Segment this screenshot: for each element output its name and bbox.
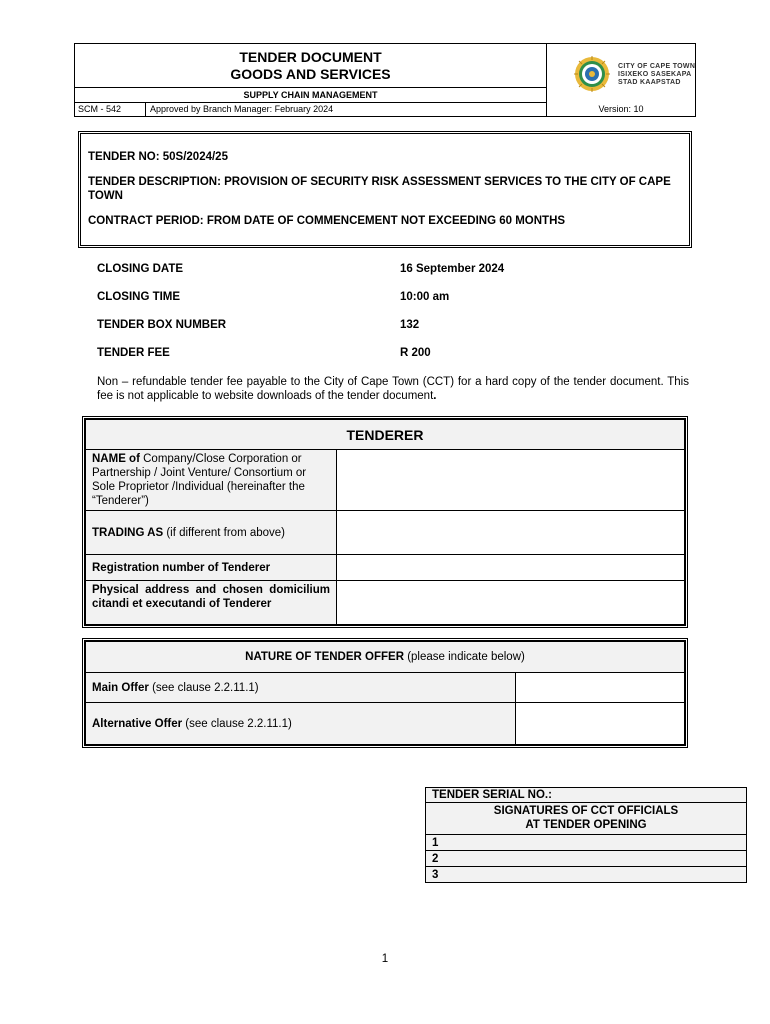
- alternative-offer-field[interactable]: [516, 703, 685, 745]
- nature-of-offer-table: [82, 638, 688, 748]
- nature-heading: [86, 642, 685, 673]
- signatures-line-1: SIGNATURES OF CCT OFFICIALS: [493, 805, 679, 817]
- closing-date-value: 16 September 2024: [400, 263, 505, 275]
- registration-label: Registration number of Tenderer: [86, 555, 337, 581]
- fee-note-end: .: [433, 390, 437, 402]
- tender-fee-label: TENDER FEE: [97, 347, 170, 359]
- closing-time-label: CLOSING TIME: [97, 291, 181, 303]
- closing-time-value: 10:00 am: [400, 291, 450, 303]
- signature-row-1[interactable]: 1: [426, 835, 747, 851]
- tender-serial-table: [425, 787, 747, 883]
- alternative-offer-rest: (see clause 2.2.11.1): [182, 717, 292, 730]
- main-offer-bold: Main Offer: [92, 681, 149, 694]
- doc-code: SCM - 542: [75, 103, 146, 117]
- registration-field[interactable]: [337, 555, 685, 581]
- closing-date-label: CLOSING DATE: [97, 263, 184, 275]
- trading-as-bold: TRADING AS: [92, 526, 164, 539]
- title-cell: [75, 44, 547, 88]
- name-field[interactable]: [337, 450, 685, 511]
- page-number: 1: [381, 953, 389, 965]
- tender-box-value: 132: [400, 319, 420, 331]
- alternative-offer-label: [86, 703, 516, 745]
- logo-line-2: ISIXEKO SASEKAPA: [618, 71, 692, 78]
- name-label-rest: Company/Close Corporation or Partnership / Joint Venture/ Consortium or Sole Proprietor /Individual (hereinafter the “Tenderer”): [92, 453, 307, 507]
- signature-row-2[interactable]: 2: [426, 851, 747, 867]
- main-offer-label: [86, 673, 516, 703]
- approval-text: Approved by Branch Manager: February 2024: [146, 103, 547, 117]
- trading-as-label: [86, 511, 337, 555]
- fee-note: [97, 375, 689, 403]
- address-field[interactable]: [337, 581, 685, 625]
- serial-title: TENDER SERIAL NO.:: [426, 788, 747, 803]
- tenderer-table: [82, 416, 688, 628]
- contract-period: CONTRACT PERIOD: FROM DATE OF COMMENCEMENT NOT EXCEEDING 60 MONTHS: [88, 215, 566, 227]
- tender-description: TENDER DESCRIPTION: PROVISION OF SECURITY RISK ASSESSMENT SERVICES TO THE CITY OF CAPE TOWN: [88, 176, 671, 202]
- main-offer-field[interactable]: [516, 673, 685, 703]
- version-text: Version: 10: [598, 104, 644, 114]
- fee-note-text: Non – refundable tender fee payable to the City of Cape Town (CCT) for a hard copy of the tender document. This fee is not applicable to website downloads of the tender document: [97, 376, 689, 402]
- nature-heading-rest: (please indicate below): [404, 651, 525, 663]
- document-title: TENDER DOCUMENT: [239, 49, 382, 65]
- tender-box-label: TENDER BOX NUMBER: [97, 319, 227, 331]
- document-header: [74, 43, 696, 117]
- logo-line-3: STAD KAAPSTAD: [618, 79, 681, 86]
- department-label: SUPPLY CHAIN MANAGEMENT: [75, 88, 547, 103]
- trading-as-field[interactable]: [337, 511, 685, 555]
- city-logo: [548, 44, 696, 103]
- name-label-bold: NAME of: [92, 453, 140, 465]
- trading-as-rest: (if different from above): [163, 526, 286, 539]
- tender-number: TENDER NO: 50S/2024/25: [88, 151, 228, 163]
- logo-line-1: CITY OF CAPE TOWN: [618, 63, 696, 70]
- main-offer-rest: (see clause 2.2.11.1): [148, 681, 259, 694]
- document-subtitle: GOODS AND SERVICES: [230, 66, 391, 82]
- city-seal-icon: [574, 56, 610, 92]
- signature-row-3[interactable]: 3: [426, 867, 747, 883]
- tender-fee-value: R 200: [400, 347, 431, 359]
- nature-heading-bold: NATURE OF TENDER OFFER: [245, 651, 405, 663]
- name-label: [86, 450, 337, 511]
- header-meta-row: [75, 103, 695, 117]
- tenderer-heading: TENDERER: [86, 420, 685, 450]
- tender-info-box: [78, 131, 692, 248]
- address-label: Physical address and chosen domicilium citandi et executandi of Tenderer: [86, 581, 337, 625]
- logo-text: [618, 63, 695, 87]
- signatures-line-2: AT TENDER OPENING: [525, 819, 647, 831]
- alternative-offer-bold: Alternative Offer: [92, 717, 183, 730]
- signatures-heading: [426, 803, 747, 835]
